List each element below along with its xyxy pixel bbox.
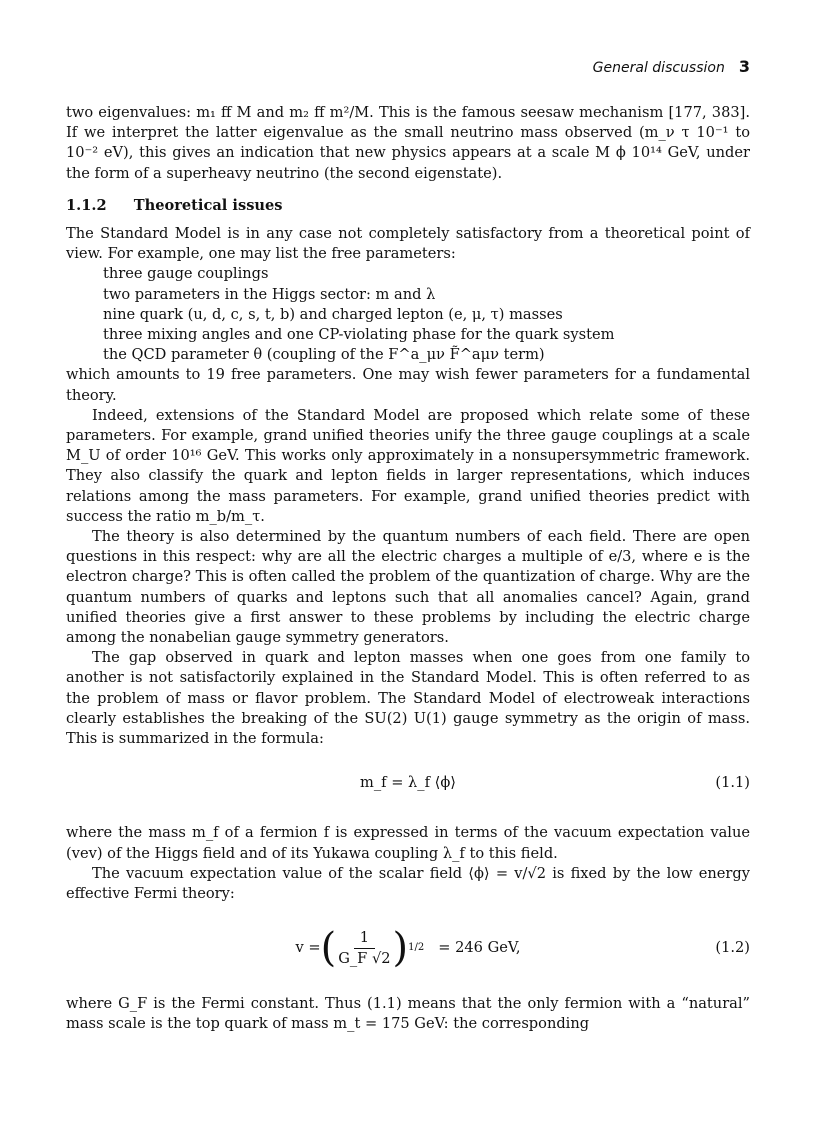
equation-1-2: [66, 916, 750, 980]
paragraph-quantum-numbers: The theory is also determined by the quantum numbers of each field. There are open questions in this respect: why are all the electric charges a multiple of e/3, where e is the electron charge? This is often called the problem of the quantization of charge. Why are the quantum numbers of quarks and leptons such that all anomalies cancel? Again, grand unified theories give a first answer to these problems by including the electric charge among the nonabelian gauge symmetry generators.: [66, 528, 750, 647]
list-item: three mixing angles and one CP-violating phase for the quark system: [103, 326, 615, 344]
equation-formula: [66, 916, 750, 980]
equation-number: (1.2): [715, 939, 750, 957]
subsection-title: Theoretical issues: [133, 196, 283, 214]
header-section-title: General discussion: [592, 60, 725, 76]
free-parameter-list: [66, 264, 750, 365]
paragraph-fermi-constant: where G_F is the Fermi constant. Thus (1.1) means that the only fermion with a “natural” mass scale is the top quark of mass m_t = 175 GeV: the corresponding: [66, 995, 750, 1033]
equation-number: (1.1): [715, 774, 750, 792]
running-header: [593, 57, 750, 76]
paragraph-free-parameters: which amounts to 19 free parameters. One may wish fewer parameters for a fundamental theory.: [66, 366, 750, 404]
paragraph-seesaw: two eigenvalues: m₁ ff M and m₂ ff m²/M. This is the famous seesaw mechanism [177, 383]. If we interpret the latter eigenvalue as the small neutrino mass observed (m_ν τ 10⁻¹ to 10⁻² eV), this gives an indication that new physics appears at a scale M ϕ 10¹⁴ GeV, under the form of a superheavy neutrino (the second eigenstate).: [66, 104, 750, 182]
left-paren: (: [320, 925, 337, 972]
subsection-heading: [66, 196, 750, 216]
paragraph-fermion-mass: where the mass m_f of a fermion f is expressed in terms of the vacuum expectation value (vev) of the Higgs field and of its Yukawa coupling λ_f to this field.: [66, 824, 750, 862]
page-number: 3: [738, 57, 750, 76]
list-item: the QCD parameter θ (coupling of the F^a_μν F̃^aμν term): [103, 346, 545, 364]
subsection-number: 1.1.2: [66, 196, 107, 214]
list-item: nine quark (u, d, c, s, t, b) and charged lepton (e, μ, τ) masses: [103, 305, 563, 323]
paragraph-extensions: Indeed, extensions of the Standard Model are proposed which relate some of these parameters. For example, grand unified theories unify the three gauge couplings at a scale M_U of order 10¹⁶ GeV. This works only approximately in a nonsupersymmetric framework. They also classify the quark and lepton fields in larger representations, which induces relations among the mass parameters. For example, grand unified theories predict with success the ratio m_b/m_τ.: [66, 406, 750, 525]
fraction: [338, 929, 390, 968]
equation-lhs: v =: [295, 939, 321, 956]
fraction-denominator: G_F √2: [338, 949, 391, 967]
list-item: two parameters in the Higgs sector: m and λ: [103, 285, 436, 303]
equation-rhs: = 246 GeV,: [438, 939, 521, 956]
exponent: 1/2: [408, 942, 425, 953]
paragraph-vev: The vacuum expectation value of the scalar field ⟨ϕ⟩ = v/√2 is fixed by the low energy effective Fermi theory:: [66, 864, 750, 902]
equation-formula: m_f = λ_f ⟨ϕ⟩: [360, 774, 456, 792]
fraction-numerator: 1: [354, 929, 375, 949]
list-item: three gauge couplings: [103, 265, 269, 283]
body-text: [66, 103, 750, 1035]
paragraph-theory-intro: The Standard Model is in any case not completely satisfactory from a theoretical point of view. For example, one may list the free parameters:: [66, 225, 750, 263]
right-paren: ): [392, 925, 409, 972]
paragraph-mass-gap: The gap observed in quark and lepton masses when one goes from one family to another is not satisfactorily explained in the Standard Model. This is often referred to as the problem of mass or flavor problem. The Standard Model of electroweak interactions clearly establishes the breaking of the SU(2) U(1) gauge symmetry as the origin of mass. This is summarized in the formula:: [66, 649, 750, 748]
equation-1-1: [66, 765, 750, 805]
